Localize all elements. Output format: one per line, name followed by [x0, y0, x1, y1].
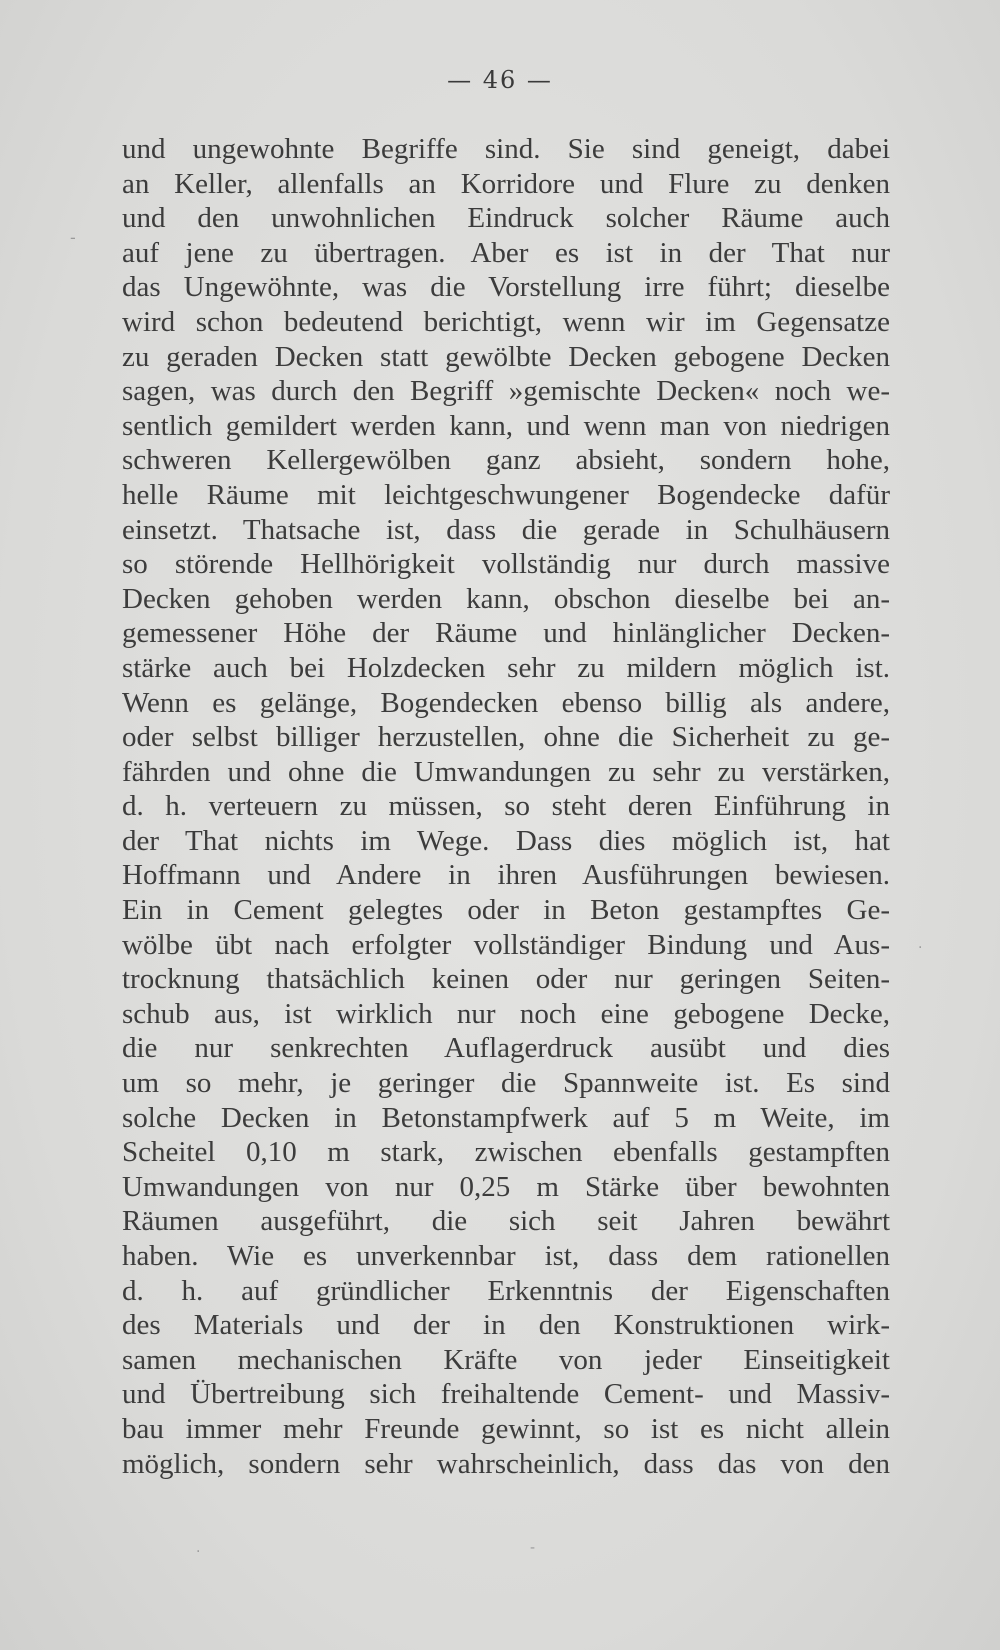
text-line: des Materials und der in den Konstruktionen wirk- — [122, 1309, 890, 1342]
text-line: sentlich gemildert werden kann, und wenn man von niedrigen — [122, 409, 890, 442]
text-line: Räumen ausgeführt, die sich seit Jahren bewährt — [122, 1205, 890, 1238]
text-line: d. h. verteuern zu müssen, so steht deren Einführung in — [122, 790, 890, 823]
text-line: zu geraden Decken statt gewölbte Decken gebogene Decken — [122, 340, 890, 373]
text-line: helle Räume mit leichtgeschwungener Bogendecke dafür — [122, 478, 890, 511]
text-line: um so mehr, je geringer die Spannweite ist. Es sind — [122, 1067, 890, 1100]
scan-speck: · — [918, 940, 923, 956]
text-line: Decken gehoben werden kann, obschon dieselbe bei an- — [122, 582, 890, 615]
text-line: wölbe übt nach erfolgter vollständiger Bindung und Aus- — [122, 928, 890, 961]
text-line: Hoffmann und Andere in ihren Ausführungen bewiesen. — [122, 859, 890, 892]
text-line: möglich, sondern sehr wahrscheinlich, dass das von den — [122, 1447, 890, 1480]
text-line: wird schon bedeutend berichtigt, wenn wir im Gegensatze — [122, 305, 890, 338]
text-line: Umwandungen von nur 0,25 m Stärke über bewohnten — [122, 1170, 890, 1203]
text-line: d. h. auf gründlicher Erkenntnis der Eigenschaften — [122, 1274, 890, 1307]
text-line: schweren Kellergewölben ganz absieht, sondern hohe, — [122, 444, 890, 477]
text-line: sagen, was durch den Begriff »gemischte Decken« noch we- — [122, 375, 890, 408]
text-line: schub aus, ist wirklich nur noch eine gebogene Decke, — [122, 997, 890, 1030]
text-line: das Ungewöhnte, was die Vorstellung irre führt; dieselbe — [122, 271, 890, 304]
page-number: — 46 — — [447, 66, 553, 94]
text-line: samen mechanischen Kräfte von jeder Einseitigkeit — [122, 1343, 890, 1376]
text-line: trocknung thatsächlich keinen oder nur geringen Seiten- — [122, 963, 890, 996]
text-line: auf jene zu übertragen. Aber es ist in der That nur — [122, 236, 890, 269]
text-line: die nur senkrechten Auflagerdruck ausübt und dies — [122, 1032, 890, 1065]
text-line: einsetzt. Thatsache ist, dass die gerade in Schulhäusern — [122, 513, 890, 546]
scan-speck: - — [530, 1540, 536, 1556]
scan-speck: - — [70, 228, 76, 247]
text-line: Wenn es gelänge, Bogendecken ebenso billig als andere, — [122, 686, 890, 719]
text-line: Scheitel 0,10 m stark, zwischen ebenfalls gestampften — [122, 1136, 890, 1169]
text-line: der That nichts im Wege. Dass dies möglich ist, hat — [122, 824, 890, 857]
text-line: an Keller, allenfalls an Korridore und Flure zu denken — [122, 167, 890, 200]
text-line: haben. Wie es unverkennbar ist, dass dem rationellen — [122, 1240, 890, 1272]
text-line: Ein in Cement gelegtes oder in Beton gestampftes Ge- — [122, 894, 890, 927]
text-line: bau immer mehr Freunde gewinnt, so ist es nicht allein — [122, 1412, 890, 1445]
text-line: und Übertreibung sich freihaltende Cement- und Massiv- — [122, 1378, 890, 1411]
text-line: solche Decken in Betonstampfwerk auf 5 m Weite, im — [122, 1101, 890, 1134]
text-line: und ungewohnte Begriffe sind. Sie sind geneigt, dabei — [122, 133, 890, 165]
text-line: fährden und ohne die Umwandungen zu sehr zu verstärken, — [122, 755, 890, 788]
text-line: stärke auch bei Holzdecken sehr zu mildern möglich ist. — [122, 651, 890, 684]
scan-speck: · — [196, 1544, 201, 1560]
body-text — [122, 132, 890, 1481]
text-line: so störende Hellhörigkeit vollständig nur durch massive — [122, 548, 890, 581]
text-line: gemessener Höhe der Räume und hinlänglicher Decken- — [122, 617, 890, 650]
text-line: und den unwohnlichen Eindruck solcher Räume auch — [122, 202, 890, 235]
text-line: oder selbst billiger herzustellen, ohne die Sicherheit zu ge- — [122, 721, 890, 754]
